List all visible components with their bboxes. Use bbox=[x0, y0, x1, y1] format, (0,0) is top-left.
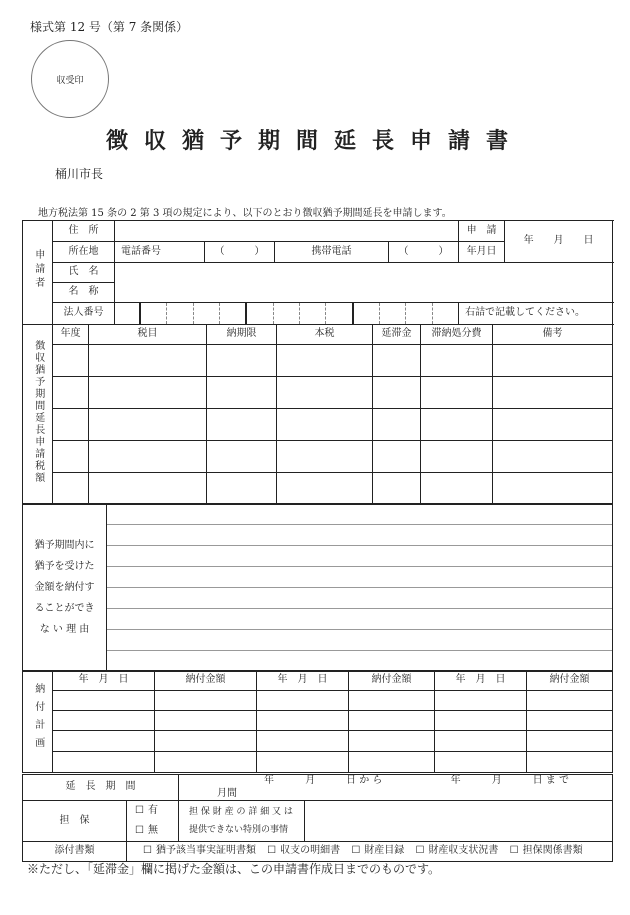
col-principal: 本税 bbox=[277, 325, 373, 345]
tax-section-label: 徴収猶予期間延長申請税額 bbox=[23, 325, 53, 505]
applicant-table bbox=[22, 220, 613, 325]
extension-table bbox=[22, 774, 613, 862]
plan-date-header: 年 月 日 bbox=[53, 671, 155, 691]
address-label-1: 住 所 bbox=[53, 221, 115, 242]
plan-amount-header: 納付金額 bbox=[527, 671, 613, 691]
plan-amount-header: 納付金額 bbox=[155, 671, 257, 691]
plan-section-label: 納付計画 bbox=[23, 671, 53, 773]
attachment-checkbox[interactable]: ☐ 財産収支状況書 bbox=[415, 845, 499, 857]
tax-row bbox=[23, 473, 613, 505]
col-due-date: 納期限 bbox=[207, 325, 277, 345]
col-remarks: 備考 bbox=[493, 325, 613, 345]
address-label-2: 所在地 bbox=[53, 242, 115, 263]
plan-row bbox=[23, 691, 613, 711]
name-label-2: 名 称 bbox=[53, 283, 115, 303]
tax-row bbox=[23, 377, 613, 409]
attachment-checkbox[interactable]: ☐ 財産目録 bbox=[351, 845, 405, 857]
tax-table bbox=[22, 324, 613, 505]
attachment-checkbox[interactable]: ☐ 担保関係書類 bbox=[509, 845, 583, 857]
applicant-section-label: 申請者 bbox=[23, 221, 53, 325]
plan-date-header: 年 月 日 bbox=[435, 671, 527, 691]
col-late-fee: 延滞金 bbox=[373, 325, 421, 345]
page-title: 徴収猶予期間延長申請書 bbox=[105, 128, 524, 154]
reason-label: 猶予期間内に 猶予を受けた 金額を納付す ることができ な い 理 由 bbox=[23, 504, 107, 672]
extension-label: 延 長 期 間 bbox=[23, 775, 179, 801]
plan-row bbox=[23, 711, 613, 731]
attachment-checkbox[interactable]: ☐ 猶予該当事実証明書類 bbox=[143, 845, 256, 857]
plan-date-header: 年 月 日 bbox=[257, 671, 349, 691]
corp-number-note: 右詰で記載してください。 bbox=[459, 303, 613, 325]
collateral-yes[interactable]: ☐ 有 bbox=[135, 805, 158, 816]
application-date[interactable]: 年 月 日 bbox=[505, 221, 613, 263]
intro-text: 地方税法第 15 条の 2 第 3 項の規定により、以下のとおり徴収猶予期間延長を申請します。 bbox=[38, 208, 452, 219]
attachments-label: 添付書類 bbox=[23, 842, 127, 862]
tax-row bbox=[23, 345, 613, 377]
date-label-1: 申 請 bbox=[459, 221, 505, 242]
extension-period-field[interactable]: 年 月 日 か ら 年 月 日 ま で 月間 bbox=[179, 775, 613, 801]
footnote: ※ただし、「延滞金」欄に掲げた金額は、この申請書作成日までのものです。 bbox=[27, 862, 441, 876]
collateral-options bbox=[127, 801, 179, 842]
col-year: 年度 bbox=[53, 325, 89, 345]
form-number: 様式第 12 号（第 7 条関係） bbox=[30, 20, 189, 34]
reason-table bbox=[22, 503, 613, 672]
collateral-no[interactable]: ☐ 無 bbox=[135, 825, 158, 836]
name-label-1: 氏 名 bbox=[53, 263, 115, 283]
addressee: 桶川市長 bbox=[55, 167, 104, 181]
receipt-stamp bbox=[31, 40, 109, 118]
name-field[interactable] bbox=[115, 263, 613, 303]
mobile-label: 携帯電話 bbox=[275, 242, 389, 263]
stamp-label: 収受印 bbox=[56, 75, 84, 86]
plan-table bbox=[22, 670, 613, 773]
col-disposal-fee: 滞納処分費 bbox=[421, 325, 493, 345]
phone-field[interactable]: （ ） bbox=[205, 242, 275, 263]
collateral-label: 担 保 bbox=[23, 801, 127, 842]
plan-amount-header: 納付金額 bbox=[349, 671, 435, 691]
address-field[interactable] bbox=[115, 221, 459, 242]
plan-row bbox=[23, 731, 613, 752]
phone-label: 電話番号 bbox=[115, 242, 205, 263]
plan-row bbox=[23, 752, 613, 773]
col-tax-item: 税目 bbox=[89, 325, 207, 345]
tax-row bbox=[23, 441, 613, 473]
mobile-field[interactable]: （ ） bbox=[389, 242, 459, 263]
date-label-2: 年月日 bbox=[459, 242, 505, 263]
collateral-detail-label: 担 保 財 産 の 詳 細 又 は 提供できない特別の事情 bbox=[179, 801, 305, 842]
attachments-list bbox=[127, 842, 613, 862]
corp-number-field[interactable] bbox=[115, 303, 459, 325]
reason-field[interactable] bbox=[107, 504, 613, 672]
attachment-checkbox[interactable]: ☐ 収支の明細書 bbox=[267, 845, 341, 857]
collateral-detail-field[interactable] bbox=[305, 801, 613, 842]
corp-number-label: 法人番号 bbox=[53, 303, 115, 325]
tax-row bbox=[23, 409, 613, 441]
